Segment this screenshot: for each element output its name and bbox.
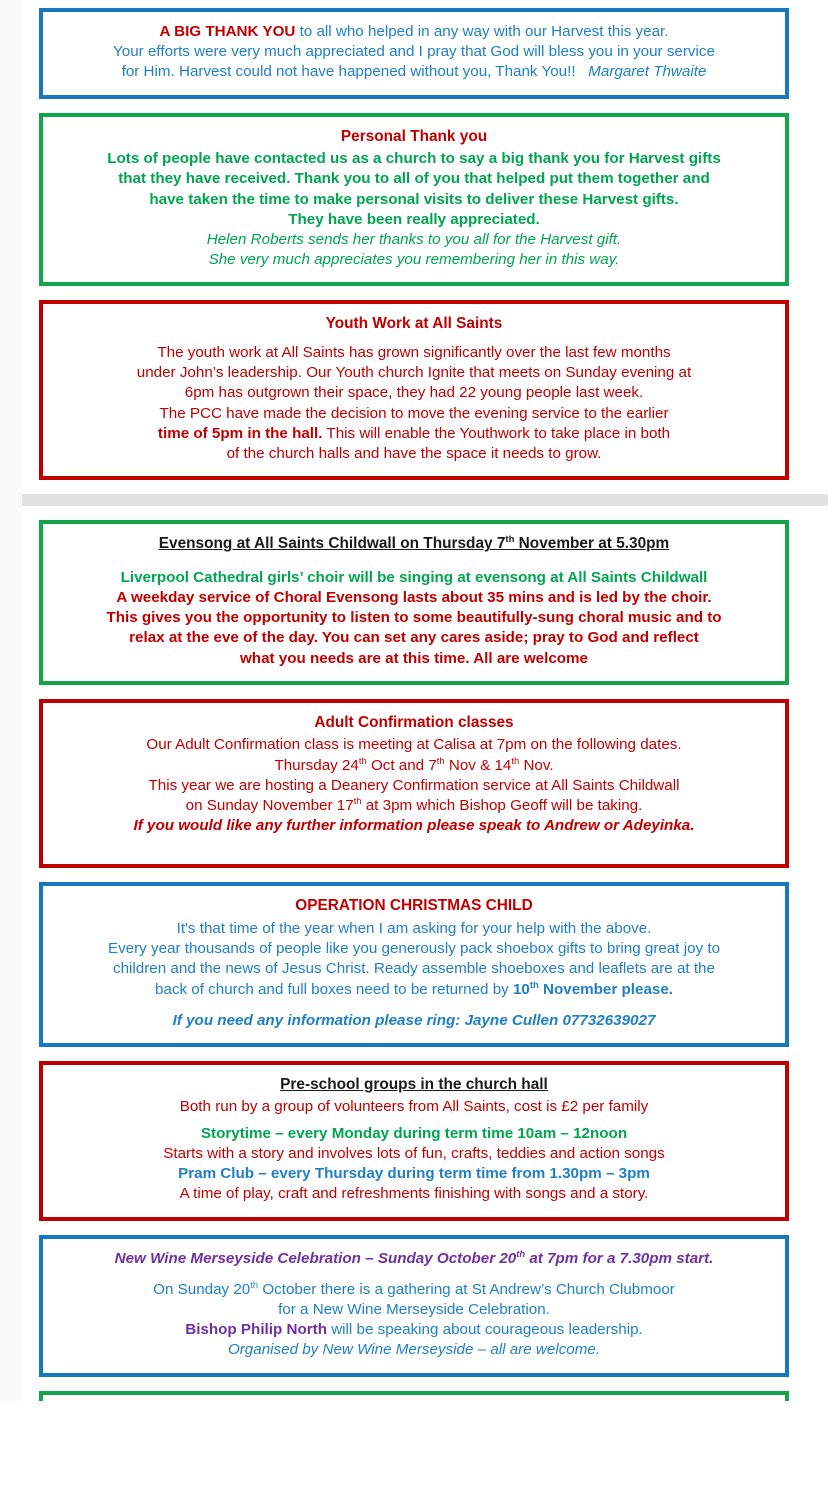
personal-thank-you-body-4: They have been really appreciated.: [288, 210, 540, 228]
adult-confirmation-sup-4: th: [353, 794, 362, 806]
adult-confirmation-sup-3: th: [511, 754, 520, 766]
personal-thank-you-body-1: Lots of people have contacted us as a church to say a big thank you for Harvest gifts: [107, 150, 721, 168]
adult-confirmation-bottom-gap: [57, 836, 771, 852]
big-thank-you-line-1-rest: to all who helped in any way with our Harvest this year.: [295, 23, 669, 40]
notice-next-partial: [39, 1391, 789, 1401]
youth-work-line-1: The youth work at All Saints has grown significantly over the last few months: [157, 343, 671, 361]
personal-thank-you-body-2: that they have received. Thank you to all of you that helped put them together and: [118, 170, 710, 188]
page-left-gutter: [0, 0, 22, 1401]
new-wine-line-1-sup: th: [250, 1278, 259, 1290]
preschool-title: Pre-school groups in the church hall: [280, 1075, 548, 1093]
preschool-storytime-desc: Starts with a story and involves lots of fun, crafts, teddies and action songs: [163, 1144, 665, 1162]
adult-confirmation-line-4: [57, 796, 771, 816]
notice-preschool-groups: [39, 1061, 789, 1221]
adult-confirmation-line-4-a: on Sunday November 17: [185, 796, 354, 814]
new-wine-title-b: at 7pm for a 7.30pm start.: [525, 1249, 714, 1267]
evensong-title-post: November at 5.30pm: [514, 535, 670, 553]
evensong-title-pre: Evensong at All Saints Childwall on Thursday 7: [158, 535, 506, 553]
big-thank-you-signature: Margaret Thwaite: [588, 63, 707, 81]
adult-confirmation-sup-2: th: [436, 754, 445, 766]
occ-line-2: Every year thousands of people like you generously pack shoebox gifts to bring great joy to: [107, 940, 721, 958]
big-thank-you-lead: A BIG THANK YOU: [159, 23, 296, 40]
occ-line-3: children and the news of Jesus Christ. Ready assemble shoeboxes and leaflets are at the: [113, 960, 715, 978]
notice-big-thank-you: [39, 8, 789, 99]
notice-evensong: [39, 520, 789, 685]
occ-contact-gap: [57, 1000, 771, 1011]
adult-confirmation-line-2-d: Nov.: [519, 756, 554, 774]
big-thank-you-line-3-text: for Him. Harvest could not have happened without you, Thank You!!: [121, 63, 576, 81]
occ-line-4-sup: th: [529, 978, 539, 990]
big-thank-you-line-1: [57, 22, 771, 42]
notice-new-wine: [39, 1235, 789, 1377]
youth-work-title: Youth Work at All Saints: [325, 315, 503, 333]
notice-adult-confirmation: [39, 699, 789, 869]
occ-title: OPERATION CHRISTMAS CHILD: [295, 897, 533, 915]
top-spacer: [0, 0, 828, 8]
evensong-red-line-4: what you needs are at this time. All are welcome: [239, 649, 589, 667]
new-wine-line-1: [57, 1280, 771, 1300]
big-thank-you-line-3: [57, 62, 771, 82]
youth-work-line-4: The PCC have made the decision to move the evening service to the earlier: [159, 404, 669, 422]
youth-work-line-5-rest: This will enable the Youthwork to take place in both: [322, 424, 671, 442]
notice-operation-christmas-child: [39, 882, 789, 1047]
evensong-title-sup: th: [505, 534, 515, 546]
preschool-storytime-heading: Storytime – every Monday during term time 10am – 12noon: [200, 1124, 628, 1142]
preschool-pramclub-heading: Pram Club – every Thursday during term time from 1.30pm – 3pm: [178, 1165, 650, 1183]
occ-line-4-bold-b: November please.: [538, 980, 673, 998]
adult-confirmation-line-4-b: at 3pm which Bishop Geoff will be taking.: [361, 796, 643, 814]
occ-contact-line: If you need any information please ring: Jayne Cullen 07732639027: [172, 1011, 656, 1029]
personal-thank-you-title: Personal Thank you: [340, 127, 488, 145]
evensong-gap: [57, 557, 771, 568]
youth-work-line-3: 6pm has outgrown their space, they had 22 young people last week.: [184, 384, 644, 402]
new-wine-gap: [57, 1269, 771, 1280]
adult-confirmation-line-2-b: Oct and 7: [366, 756, 437, 774]
notice-youth-work: [39, 300, 789, 480]
page-break-separator: [0, 494, 828, 506]
new-wine-bishop-name: Bishop Philip North: [185, 1321, 327, 1339]
new-wine-line-3: [57, 1320, 771, 1340]
occ-line-1: It's that time of the year when I am asking for your help with the above.: [176, 919, 652, 937]
personal-thank-you-italic-1: Helen Roberts sends her thanks to you all for the Harvest gift.: [206, 231, 622, 249]
new-wine-title-a: New Wine Merseyside Celebration – Sunday October 20: [114, 1249, 517, 1267]
personal-thank-you-italic-2: She very much appreciates you remembering her in this way.: [208, 251, 620, 269]
evensong-red-line-3: relax at the eve of the day. You can set any cares aside; pray to God and reflect: [129, 629, 699, 647]
evensong-title: [57, 534, 771, 554]
occ-line-4-bold-a: 10: [512, 980, 530, 998]
youth-work-line-5: [57, 424, 771, 444]
occ-line-4: [57, 980, 771, 1000]
adult-confirmation-line-3: This year we are hosting a Deanery Confirmation service at All Saints Childwall: [148, 776, 680, 794]
new-wine-title: [57, 1249, 771, 1269]
adult-confirmation-sup-1: th: [358, 754, 367, 766]
evensong-red-line-1: A weekday service of Choral Evensong lasts about 35 mins and is led by the choir.: [116, 588, 712, 606]
new-wine-line-2: for a New Wine Merseyside Celebration.: [278, 1301, 550, 1318]
adult-confirmation-line-2-a: Thursday 24: [274, 756, 359, 774]
adult-confirmation-line-1: Our Adult Confirmation class is meeting at Calisa at 7pm on the following dates.: [146, 736, 682, 754]
adult-confirmation-line-2-c: Nov & 14: [444, 756, 512, 774]
new-wine-title-sup: th: [516, 1247, 526, 1259]
preschool-subtitle: Both run by a group of volunteers from All Saints, cost is £2 per family: [179, 1098, 649, 1116]
personal-thank-you-body-3: have taken the time to make personal visits to deliver these Harvest gifts.: [149, 190, 679, 208]
big-thank-you-line-2: Your efforts were very much appreciated and I pray that God will bless you in your service: [113, 43, 715, 61]
youth-work-line-2: under John’s leadership. Our Youth church Ignite that meets on Sunday evening at: [136, 364, 692, 382]
preschool-pramclub-desc: A time of play, craft and refreshments finishing with songs and a story.: [179, 1185, 649, 1203]
youth-work-line-6: of the church halls and have the space it needs to grow.: [226, 445, 602, 463]
adult-confirmation-line-5: If you would like any further information please speak to Andrew or Adeyinka.: [133, 817, 695, 835]
new-wine-line-4: Organised by New Wine Merseyside – all are welcome.: [227, 1341, 601, 1359]
new-wine-line-1-a: On Sunday 20: [153, 1280, 251, 1298]
youth-work-line-5-bold: time of 5pm in the hall.: [157, 424, 323, 442]
notice-personal-thank-you: [39, 113, 789, 287]
evensong-red-line-2: This gives you the opportunity to listen to some beautifully-sung choral music and to: [106, 609, 722, 627]
adult-confirmation-line-2: [57, 756, 771, 776]
evensong-green-line: Liverpool Cathedral girls’ choir will be singing at evensong at All Saints Childwall: [120, 568, 708, 586]
new-wine-line-1-b: October there is a gathering at St Andrew’s Church Clubmoor: [258, 1280, 675, 1298]
new-wine-line-3-rest: will be speaking about courageous leadership.: [326, 1321, 643, 1339]
adult-confirmation-title: Adult Confirmation classes: [314, 713, 514, 731]
occ-line-4-a: back of church and full boxes need to be returned by: [155, 980, 513, 998]
